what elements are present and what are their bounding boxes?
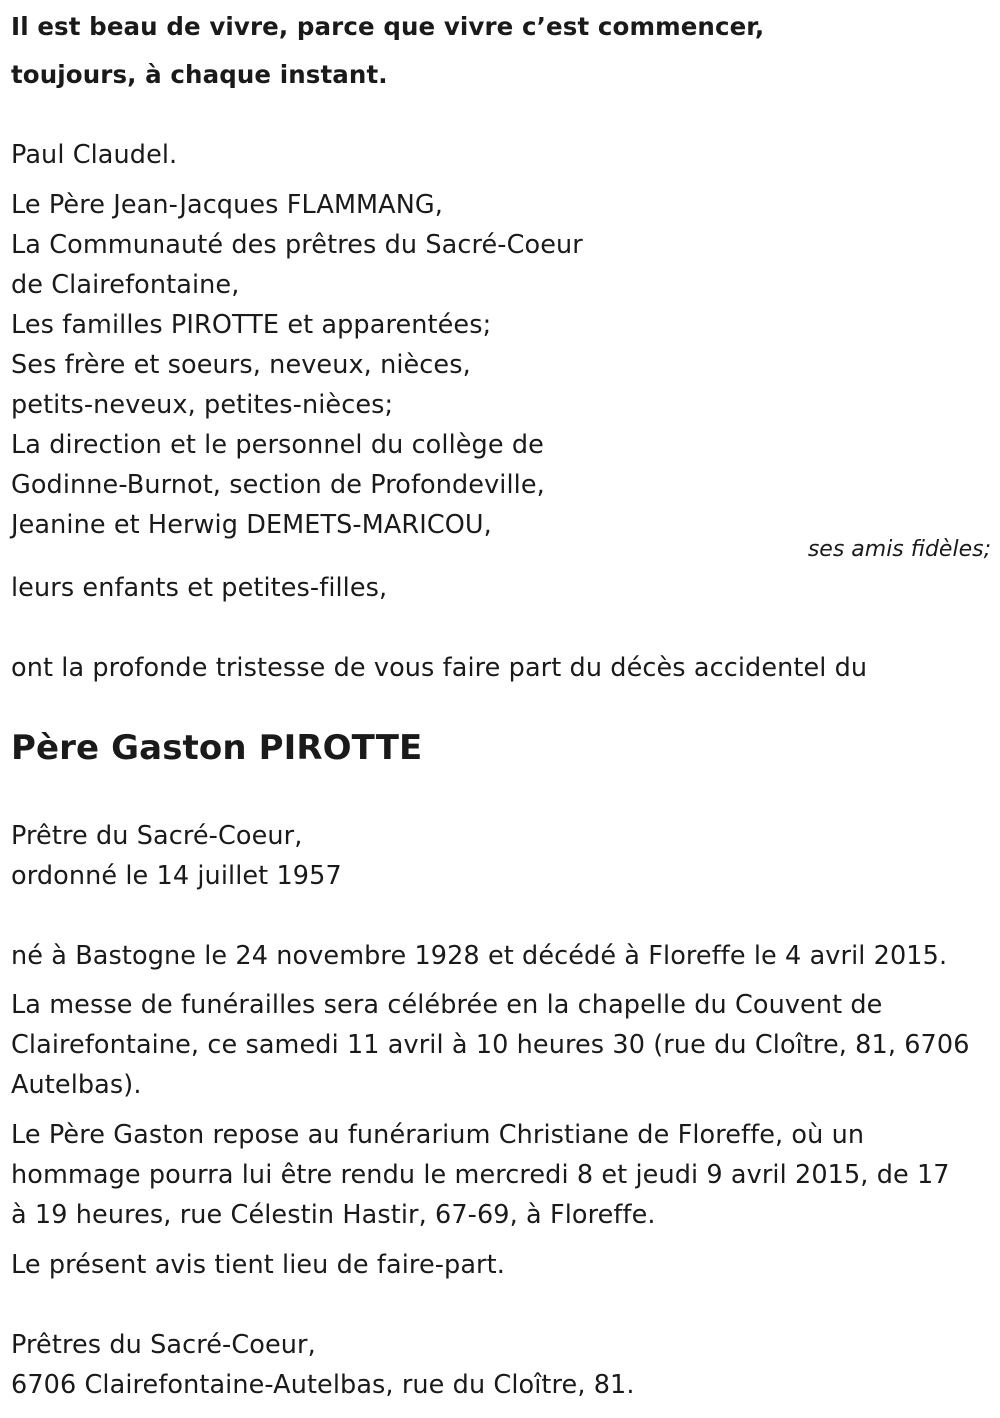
- quote-line-2: toujours, à chaque instant.: [11, 60, 388, 89]
- funeral-line-1: La messe de funérailles sera célébrée en la chapelle du Couvent de: [11, 990, 883, 1020]
- signatory-line: La direction et le personnel du collège de: [11, 430, 544, 460]
- friends-note: ses amis fidèles;: [807, 537, 991, 562]
- birth-death-line: né à Bastogne le 24 novembre 1928 et décédé à Floreffe le 4 avril 2015.: [11, 941, 948, 971]
- signatory-line: petits-neveux, petites-nièces;: [11, 390, 394, 420]
- signatory-line: Ses frère et soeurs, neveux, nièces,: [11, 350, 471, 380]
- signatory-line: La Communauté des prêtres du Sacré-Coeur: [11, 230, 583, 260]
- signatory-line: de Clairefontaine,: [11, 270, 240, 300]
- deceased-role-line-2: ordonné le 14 juillet 1957: [11, 861, 342, 891]
- deceased-name: Père Gaston PIROTTE: [11, 728, 423, 768]
- viewing-line-2: hommage pourra lui être rendu le mercredi 8 et jeudi 9 avril 2015, de 17: [11, 1160, 950, 1190]
- signatory-line: Les familles PIROTTE et apparentées;: [11, 310, 492, 340]
- viewing-line-1: Le Père Gaston repose au funérarium Christiane de Floreffe, où un: [11, 1120, 865, 1150]
- address-line-1: Prêtres du Sacré-Coeur,: [11, 1330, 316, 1360]
- announcement-text: ont la profonde tristesse de vous faire part du décès accidentel du: [11, 653, 868, 683]
- deceased-role-line-1: Prêtre du Sacré-Coeur,: [11, 821, 303, 851]
- address-line-2: 6706 Clairefontaine-Autelbas, rue du Cloître, 81.: [11, 1370, 635, 1400]
- notice-text: Le présent avis tient lieu de faire-part.: [11, 1250, 505, 1280]
- funeral-line-3: Autelbas).: [11, 1070, 142, 1100]
- signatory-line: Jeanine et Herwig DEMETS-MARICOU,: [11, 510, 492, 540]
- signatory-after-line: leurs enfants et petites-filles,: [11, 573, 388, 603]
- signatory-line: Godinne-Burnot, section de Profondeville,: [11, 470, 545, 500]
- signatory-line: Le Père Jean-Jacques FLAMMANG,: [11, 190, 443, 220]
- funeral-line-2: Clairefontaine, ce samedi 11 avril à 10 heures 30 (rue du Cloître, 81, 6706: [11, 1030, 970, 1060]
- quote-line-1: Il est beau de vivre, parce que vivre c’est commencer,: [11, 12, 765, 41]
- quote-author: Paul Claudel.: [11, 140, 178, 170]
- viewing-line-3: à 19 heures, rue Célestin Hastir, 67-69, à Floreffe.: [11, 1200, 656, 1230]
